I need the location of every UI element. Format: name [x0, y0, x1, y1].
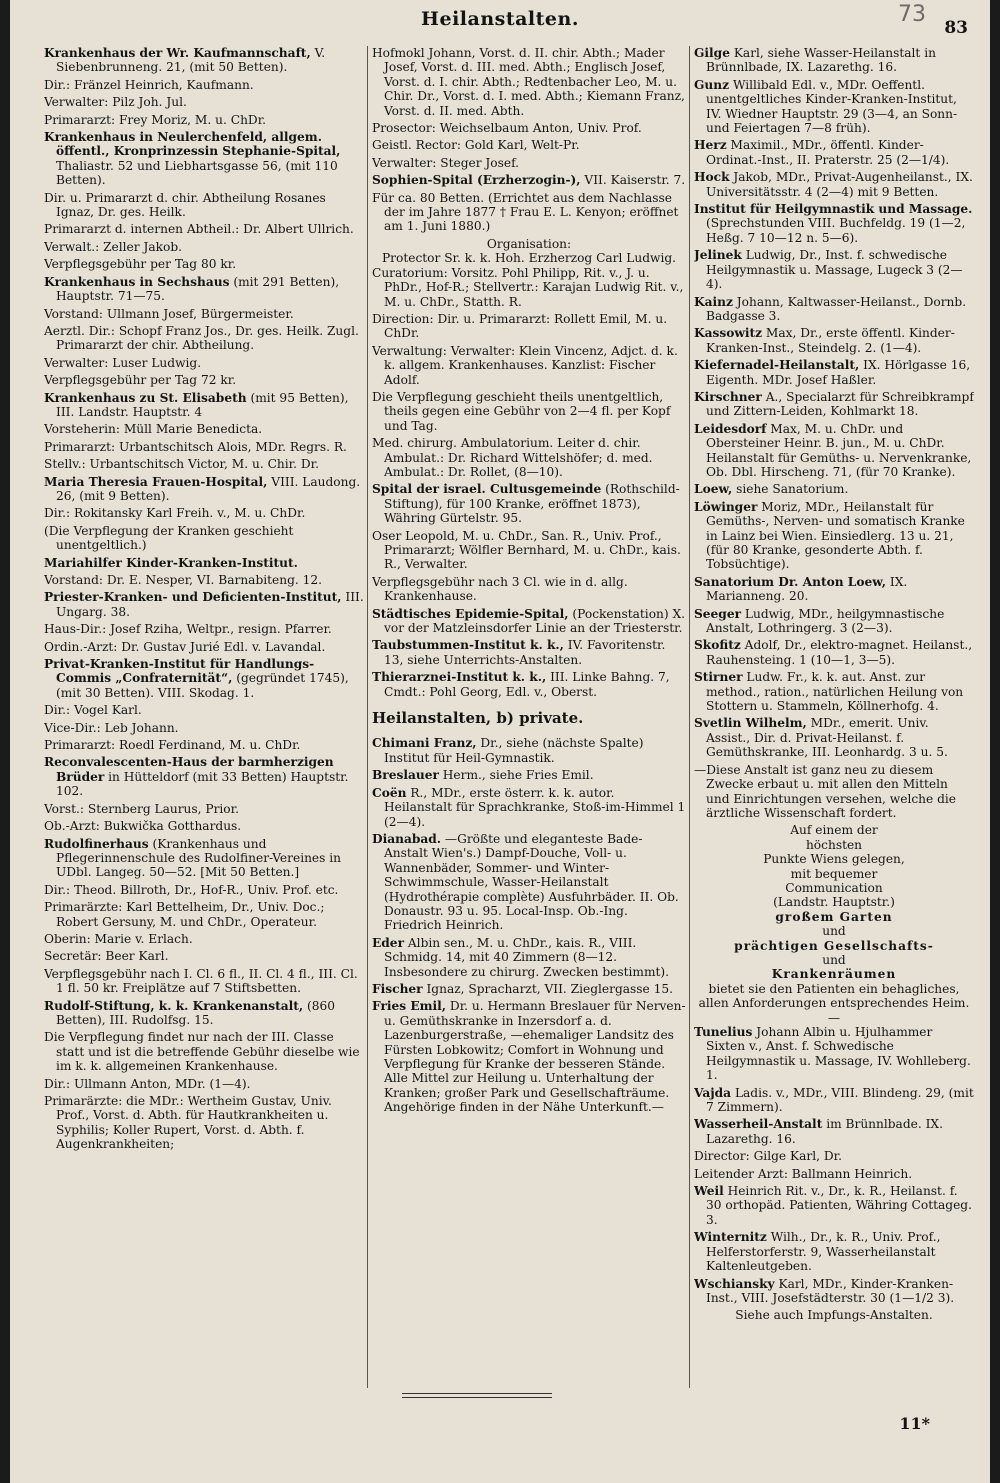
centered-line: [694, 939, 974, 953]
entry-text: Stellv.: Urbantschitsch Victor, M. u. Chir. Dr.: [44, 457, 320, 472]
centered-line: [694, 967, 974, 981]
entry-name: Breslauer: [372, 768, 439, 783]
directory-entry: [44, 590, 364, 619]
entry-text: R., MDr., erste österr. k. k. autor. Heilanstalt für Sprachkranke, Stoß-im-Himmel 1 (2—4).: [384, 785, 686, 829]
entry-text: III. Linke Bahng. 7, Cmdt.: Pohl Georg, Edl. v., Oberst.: [384, 670, 670, 699]
entry-text: Adolf, Dr., elektro-magnet. Heilanst., Rauhensteing. 1 (10—1, 3—5).: [706, 638, 973, 667]
directory-entry: [694, 482, 974, 496]
directory-entry: [694, 202, 974, 245]
directory-entry: [694, 46, 974, 75]
entry-text: Dir. u. Primararzt d. chir. Abtheilung Rosanes Ignaz, Dr. ges. Heilk.: [44, 190, 326, 220]
entry-text: —Diese Anstalt ist ganz neu zu diesem Zwecke erbaut u. mit allen den Mitteln und Einrichtungen versehen, welche die ärztliche Wissenschaft fordert.: [694, 762, 957, 820]
directory-entry: [44, 78, 364, 92]
entry-text: IX. Marianneng. 20.: [706, 574, 908, 604]
directory-entry: [372, 575, 686, 604]
entry-text: Albin sen., M. u. ChDr., kais. R., VIII. Schmidg. 14, mit 40 Zimmern (8—12. Insbesondere zu chirurg. Zwecken bestimmt).: [384, 935, 670, 979]
entry-text: —Größte und eleganteste Bade-Anstalt Wien's.) Dampf-Douche, Voll- u. Wannenbäder, Sommer- und Winter-Schwimmschule, Wasser-Heilanstalt (Hydrothérapie complète) Ausfuhrbäder. II. Ob. Donaustr. 93 u. 95. Local-Insp. Ob.-Ing. Friedrich Heinrich.: [384, 831, 679, 933]
entry-text: Max, Dr., erste öffentl. Kinder-Kranken-Inst., Steindelg. 2. (1—4).: [706, 326, 955, 355]
centered-line: [694, 1308, 974, 1322]
entry-name: Kirschner: [694, 389, 762, 404]
centered-line: [372, 237, 686, 251]
directory-entry: [694, 670, 974, 713]
directory-entry: [694, 138, 974, 167]
directory-entry: [44, 324, 364, 353]
directory-entry: [44, 640, 364, 654]
entry-text: Leitender Arzt: Ballmann Heinrich.: [694, 1166, 913, 1181]
entry-text: Verpflegsgebühr nach I. Cl. 6 fl., II. Cl. 4 fl., III. Cl. 1 fl. 50 kr. Freiplätze auf 7 Stiftsbetten.: [44, 966, 358, 996]
directory-entry: [372, 482, 686, 525]
entry-text: Hofmokl Johann, Vorst. d. II. chir. Abth.; Mader Josef, Vorst. d. III. med. Abth.; Englisch Josef, Vorst. d. I. chir. Abth.; Redtenbacher Leo, M. u. Chir. Dr., Vorst. d. I. med. Abth.; Kiemann Franz, Vorst. d. II. med. Abth.: [372, 46, 685, 118]
centered-line: [694, 982, 974, 1025]
entry-text: Verpflegsgebühr per Tag 72 kr.: [44, 373, 237, 388]
directory-entry: [44, 738, 364, 752]
directory-entry: [44, 275, 364, 304]
directory-entry: [44, 967, 364, 996]
entry-text: Ignaz, Spracharzt, VII. Zieglergasse 15.: [426, 981, 674, 996]
entry-text: Ladis. v., MDr., VIII. Blindeng. 29, (mit 7 Zimmern).: [706, 1085, 974, 1115]
entry-text: Dir.: Theod. Billroth, Dr., Hof-R., Univ. Prof. etc.: [44, 882, 339, 897]
directory-entry: [44, 440, 364, 454]
directory-entry: [44, 837, 364, 880]
page-header-title: Heilanstalten.: [421, 8, 579, 30]
entry-text: Verwalter: Pilz Joh. Jul.: [44, 95, 187, 110]
entry-text: Oser Leopold, M. u. ChDr., San. R., Univ. Prof., Primararzt; Wölfler Bernhard, M. u. ChDr., kais. R., Verwalter.: [372, 528, 681, 572]
entry-text: Dir.: Vogel Karl.: [44, 703, 142, 718]
entry-text: Heinrich Rit. v., Dr., k. R., Heilanst. f. 30 orthopäd. Patienten, Währing Cottageg. 3.: [706, 1184, 972, 1227]
directory-entry: [372, 529, 686, 572]
directory-entry: [694, 716, 974, 759]
directory-entry: [44, 457, 364, 471]
directory-entry: [372, 999, 686, 1114]
entry-text: Herm., siehe Fries Emil.: [442, 768, 594, 783]
centered-line: [694, 924, 974, 938]
directory-entry: [372, 156, 686, 170]
directory-entry: [694, 1086, 974, 1115]
entry-text: Verpflegsgebühr per Tag 80 kr.: [44, 257, 237, 272]
entry-text: MDr., emerit. Univ. Assist., Dir. d. Privat-Heilanst. f. Gemüthskranke, III. Leonhardg. 3 u. 5.: [706, 716, 948, 760]
directory-entry: [372, 768, 686, 782]
entry-text: Med. chirurg. Ambulatorium. Leiter d. chir. Ambulat.: Dr. Richard Wittelshöfer; d. med. Ambulat.: Dr. Rollet, (8—10).: [372, 436, 653, 479]
entry-text: im Brünnlbade. IX. Lazarethg. 16.: [706, 1117, 943, 1146]
entry-text: (860 Betten), III. Rudolfsg. 15.: [56, 998, 336, 1027]
entry-text: (mit 291 Betten), Hauptstr. 71—75.: [56, 274, 340, 304]
centered-line: [694, 953, 974, 967]
entry-text: Verwalter: Steger Josef.: [372, 155, 520, 170]
entry-name: Mariahilfer Kinder-Kranken-Institut.: [44, 555, 298, 570]
centered-line: [694, 838, 974, 852]
directory-entry: [44, 949, 364, 963]
centered-line-text: Punkte Wiens gelegen,: [763, 852, 905, 867]
directory-entry: [44, 932, 364, 946]
directory-entry: [694, 1167, 974, 1181]
directory-entry: [694, 248, 974, 291]
entry-name: Gilge: [694, 46, 730, 60]
centered-line-text: prächtigen Gesellschafts-: [734, 938, 934, 953]
text-column-2: [372, 46, 686, 1386]
directory-entry: [694, 358, 974, 387]
directory-entry: [44, 900, 364, 929]
directory-entry: [694, 422, 974, 480]
entry-name: Winternitz: [694, 1230, 767, 1245]
entry-text: Johann Albin u. Hjulhammer Sixten v., Anst. f. Schwedische Heilgymnastik u. Massage, IV. Wohlleberg. 1.: [706, 1025, 971, 1083]
centered-line-text: höchsten: [805, 837, 863, 852]
directory-entry: [44, 95, 364, 109]
entry-text: Aerztl. Dir.: Schopf Franz Jos., Dr. ges. Heilk. Zugl. Primararzt der chir. Abtheilung.: [44, 323, 359, 353]
entry-text: Ludwig, Dr., Inst. f. schwedische Heilgymnastik u. Massage, Lugeck 3 (2—4).: [706, 248, 963, 292]
entry-text: Ludw. Fr., k. k. aut. Anst. zur method., ration., natürlichen Heilung von Stottern u. Stammeln, Köllnerhofg. 4.: [706, 670, 964, 714]
directory-entry: [372, 173, 686, 187]
entry-text: (Die Verpflegung der Kranken geschieht unentgeltlich.): [44, 523, 294, 553]
directory-entry: [694, 638, 974, 667]
entry-text: Moriz, MDr., Heilanstalt für Gemüths-, Nerven- und somatisch Kranke in Lainz bei Wien. Einsiedlerg. 13 u. 21, (für 80 Kranke, gesonderte Abth. f. Tobsüchtige).: [706, 499, 965, 572]
directory-entry: [372, 191, 686, 234]
directory-entry: [44, 999, 364, 1028]
entry-name: Kainz: [694, 294, 733, 309]
entry-text: Die Verpflegung findet nur nach der III. Classe statt und ist die betreffende Gebühr dieselbe wie im k. k. allgemeinen Krankenhause.: [44, 1030, 360, 1074]
entry-text: Verwalt.: Zeller Jakob.: [44, 239, 183, 254]
entry-text: VII. Kaiserstr. 7.: [584, 173, 686, 188]
entry-text: Secretär: Beer Karl.: [44, 949, 169, 964]
directory-entry: [44, 257, 364, 271]
entry-text: Willibald Edl. v., MDr. Oeffentl. unentgeltliches Kinder-Kranken-Institut, IV. Wiedner Hauptstr. 29 (3—4, an Sonn- und Feiertagen 7—8 früh).: [706, 77, 958, 136]
entry-text: Johann, Kaltwasser-Heilanst., Dornb. Badgasse 3.: [706, 294, 967, 323]
directory-entry: [44, 819, 364, 833]
entry-text: Maximil., MDr., öffentl. Kinder-Ordinat.-Inst., II. Praterstr. 25 (2—1/4).: [706, 138, 950, 167]
entry-text: VIII. Laudong. 26, (mit 9 Betten).: [56, 474, 361, 503]
entry-text: Ludwig, MDr., heilgymnastische Anstalt, Lothringerg. 3 (2—3).: [706, 606, 945, 636]
entry-text: III. Ungarg. 38.: [56, 590, 364, 619]
directory-entry: [372, 138, 686, 152]
entry-text: Dir.: Rokitansky Karl Freih. v., M. u. ChDr.: [44, 506, 306, 521]
entry-name: Svetlin Wilhelm,: [694, 716, 807, 731]
directory-entry: [694, 390, 974, 419]
directory-entry: [694, 1025, 974, 1083]
centered-line-text: Protector Sr. k. k. Hoh. Erzherzog Carl Ludwig.: [381, 251, 677, 266]
centered-line-text: bietet sie den Patienten ein behagliches, allen Anforderungen entsprechendes Heim.—: [698, 981, 970, 1025]
text-column-3: [694, 46, 974, 1386]
centered-line: [694, 895, 974, 909]
entry-name: Krankenhaus in Sechshaus: [44, 274, 230, 289]
entry-name: Reconvalescenten-Haus der barmherzigen Brüder: [44, 755, 334, 784]
centered-line-text: Krankenräumen: [771, 967, 897, 982]
entry-text: Dir.: Ullmann Anton, MDr. (1—4).: [44, 1076, 251, 1091]
entry-name: Stirner: [694, 670, 743, 685]
entry-name: Kassowitz: [694, 326, 763, 341]
entry-name: Dianabad.: [372, 831, 442, 846]
centered-line-text: großem Garten: [775, 909, 893, 924]
directory-entry: [372, 982, 686, 996]
entry-name: Jelinek: [694, 248, 742, 263]
column-divider: [367, 46, 368, 1388]
directory-entry: [372, 832, 686, 933]
entry-text: Karl, siehe Wasser-Heilanstalt in Brünnlbade, IX. Lazarethg. 16.: [706, 46, 936, 75]
entry-name: Wasserheil-Anstalt: [694, 1117, 823, 1132]
entry-text: siehe Sanatorium.: [736, 482, 849, 497]
section-heading: [372, 711, 686, 726]
entry-name: Leidesdorf: [694, 421, 767, 436]
directory-entry: [44, 703, 364, 717]
entry-name: Städtisches Epidemie-Spital,: [372, 606, 569, 621]
entry-text: Wilh., Dr., k. R., Univ. Prof., Helferstorferstr. 9, Wasserheilanstalt Kaltenleutgeben.: [706, 1230, 941, 1274]
directory-entry: [372, 46, 686, 118]
directory-entry: [372, 786, 686, 829]
entry-name: Priester-Kranken- und Deficienten-Institut,: [44, 590, 342, 605]
entry-name: Loew,: [694, 482, 733, 497]
entry-text: Geistl. Rector: Gold Karl, Welt-Pr.: [372, 138, 580, 153]
entry-text: Die Verpflegung geschieht theils unentgeltlich, theils gegen eine Gebühr von 2—4 fl. per Kopf und Tag.: [372, 389, 671, 433]
entry-name: Löwinger: [694, 499, 758, 514]
directory-entry: [44, 1094, 364, 1152]
directory-entry: [694, 1117, 974, 1146]
directory-entry: [372, 344, 686, 387]
entry-text: (gegründet 1745), (mit 30 Betten). VIII. Skodag. 1.: [56, 671, 349, 700]
centered-line: [694, 852, 974, 866]
section-heading-text: Heilanstalten, b) private.: [372, 709, 584, 728]
directory-entry: [44, 373, 364, 387]
entry-text: Direction: Dir. u. Primararzt: Rollett Emil, M. u. ChDr.: [372, 311, 668, 341]
entry-name: Hock: [694, 170, 730, 185]
entry-name: Krankenhaus der Wr. Kaufmannschaft,: [44, 46, 311, 60]
entry-name: Fischer: [372, 981, 423, 996]
entry-text: A., Specialarzt für Schreibkrampf und Zittern-Leiden, Kohlmarkt 18.: [706, 389, 974, 419]
directory-entry: [694, 1277, 974, 1306]
book-page: [10, 0, 990, 1483]
directory-entry: [44, 1030, 364, 1073]
entry-name: Rudolf-Stiftung, k. k. Krankenanstalt,: [44, 998, 304, 1013]
entry-name: Spital der israel. Cultusgemeinde: [372, 482, 602, 497]
directory-entry: [44, 422, 364, 436]
entry-text: Dir.: Fränzel Heinrich, Kaufmann.: [44, 77, 254, 92]
entry-text: in Hütteldorf (mit 33 Betten) Hauptstr. 102.: [56, 769, 349, 799]
directory-entry: [694, 763, 974, 821]
entry-text: Primarärzte: Karl Bettelheim, Dr., Univ. Doc.; Robert Gersuny, M. und ChDr., Operateur.: [44, 900, 325, 929]
directory-entry: [372, 121, 686, 135]
entry-name: Thierarznei-Institut k. k.,: [372, 670, 547, 685]
entry-text: Vorst.: Sternberg Laurus, Prior.: [44, 801, 240, 816]
entry-text: IX. Hörlgasse 16, Eigenth. MDr. Josef Haßler.: [706, 358, 971, 387]
entry-text: Haus-Dir.: Josef Rziha, Weltpr., resign. Pfarrer.: [44, 622, 332, 637]
entry-text: Ob.-Arzt: Bukwička Gotthardus.: [44, 819, 242, 834]
entry-text: Dr. u. Hermann Breslauer für Nerven- u. Gemüthskranke in Inzersdorf a. d. Lazenburgerstraße, —ehemaliger Landsitz des Fürsten Lobkowitz; Comfort in Wohnung und Verpflegung für Kranke der besseren Stände. Alle Mittel zur Heilung u. Unterhaltung der Kranken; großer Park und Gesellschafträume. Angehörige finden in der Nähe Unterkunft.—: [384, 999, 686, 1115]
entry-text: Primararzt: Roedl Ferdinand, M. u. ChDr.: [44, 738, 301, 753]
centered-line-text: mit bequemer: [790, 866, 878, 881]
pencil-annotation: 73: [898, 2, 926, 27]
directory-entry: [44, 113, 364, 127]
directory-entry: [44, 191, 364, 220]
centered-line-text: Organisation:: [486, 236, 572, 251]
entry-name: Krankenhaus in Neulerchenfeld, allgem. öffentl., Kronprinzessin Stephanie-Spital,: [44, 130, 341, 159]
entry-name: Herz: [694, 138, 727, 153]
end-rule: [402, 1393, 552, 1394]
entry-name: Coën: [372, 785, 407, 800]
entry-text: Ordin.-Arzt: Dr. Gustav Jurié Edl. v. Lavandal.: [44, 639, 326, 654]
directory-entry: [44, 307, 364, 321]
directory-entry: [694, 575, 974, 604]
centered-line-text: Communication: [785, 880, 883, 895]
entry-name: Kiefernadel-Heilanstalt,: [694, 358, 860, 373]
entry-name: Weil: [694, 1184, 724, 1199]
centered-line-text: und: [822, 924, 846, 939]
directory-entry: [44, 883, 364, 897]
directory-entry: [44, 46, 364, 75]
centered-line: [694, 881, 974, 895]
centered-line-text: Siehe auch Impfungs-Anstalten.: [735, 1308, 933, 1323]
directory-entry: [44, 1077, 364, 1091]
directory-entry: [694, 1149, 974, 1163]
entry-name: Wschiansky: [694, 1276, 775, 1291]
entry-name: Institut für Heilgymnastik und Massage.: [694, 202, 973, 217]
entry-text: (Sprechstunden VIII. Buchfeldg. 19 (1—2, Heßg. 7 10—12 n. 5—6).: [706, 216, 966, 245]
directory-entry: [44, 755, 364, 798]
directory-entry: [44, 657, 364, 700]
directory-entry: [372, 638, 686, 667]
entry-text: Verwalter: Luser Ludwig.: [44, 355, 202, 370]
centered-line-text: und: [822, 952, 846, 967]
entry-text: Vorstand: Ullmann Josef, Bürgermeister.: [44, 306, 294, 321]
entry-text: Primararzt: Urbantschitsch Alois, MDr. Regrs. R.: [44, 439, 347, 454]
entry-name: Maria Theresia Frauen-Hospital,: [44, 474, 268, 489]
directory-entry: [44, 524, 364, 553]
end-rule: [402, 1397, 552, 1398]
entry-text: (Pockenstation) X. vor der Matzleinsdorfer Linie an der Triesterstr.: [384, 606, 686, 636]
entry-text: Vorsteherin: Müll Marie Benedicta.: [44, 422, 263, 437]
centered-line-text: (Landstr. Hauptstr.): [773, 895, 895, 910]
entry-text: Vorstand: Dr. E. Nesper, VI. Barnabiteng. 12.: [44, 573, 323, 587]
directory-entry: [694, 1230, 974, 1273]
entry-text: IV. Favoritenstr. 13, siehe Unterrichts-Anstalten.: [384, 638, 666, 667]
entry-name: Privat-Kranken-Institut für Handlungs-Commis „Confraternität“,: [44, 657, 315, 686]
directory-entry: [44, 802, 364, 816]
entry-text: Primarärzte: die MDr.: Wertheim Gustav, Univ. Prof., Vorst. d. Abth. für Hautkrankheiten u. Syphilis; Koller Rupert, Vorst. d. Abth. f. Augenkrankheiten;: [44, 1094, 332, 1152]
entry-text: Karl, MDr., Kinder-Kranken-Inst., VIII. Josefstädterstr. 30 (1—1/2 3).: [706, 1276, 955, 1305]
entry-name: Eder: [372, 935, 404, 950]
directory-entry: [44, 356, 364, 370]
directory-entry: [694, 607, 974, 636]
directory-entry: [44, 556, 364, 570]
directory-entry: [44, 475, 364, 504]
directory-entry: [44, 573, 364, 587]
entry-text: Oberin: Marie v. Erlach.: [44, 931, 193, 946]
entry-text: Dr., siehe (nächste Spalte) Institut für Heil-Gymnastik.: [384, 736, 644, 765]
directory-entry: [694, 1184, 974, 1227]
directory-entry: [44, 506, 364, 520]
directory-entry: [372, 607, 686, 636]
directory-entry: [44, 391, 364, 420]
entry-text: Prosector: Weichselbaum Anton, Univ. Prof.: [372, 121, 642, 136]
entry-name: Tunelius: [694, 1025, 753, 1039]
directory-entry: [372, 312, 686, 341]
column-divider: [689, 46, 690, 1388]
signature-mark: 11*: [899, 1414, 930, 1433]
entry-text: Vice-Dir.: Leb Johann.: [44, 720, 179, 735]
entry-text: (mit 95 Betten), III. Landstr. Hauptstr. 4: [56, 390, 349, 419]
entry-name: Gunz: [694, 77, 730, 92]
centered-line: [694, 823, 974, 837]
entry-text: Primararzt: Frey Moriz, M. u. ChDr.: [44, 112, 267, 127]
entry-text: Für ca. 80 Betten. (Errichtet aus dem Nachlasse der im Jahre 1877 † Frau E. L. Kenyon; eröffnet am 1. Juni 1880.): [372, 190, 679, 234]
entry-name: Fries Emil,: [372, 999, 447, 1014]
entry-name: Chimani Franz,: [372, 736, 477, 751]
directory-entry: [372, 936, 686, 979]
directory-entry: [372, 390, 686, 433]
directory-entry: [372, 670, 686, 699]
directory-entry: [44, 622, 364, 636]
entry-name: Taubstummen-Institut k. k.,: [372, 638, 564, 653]
directory-entry: [372, 266, 686, 309]
directory-entry: [694, 170, 974, 199]
directory-entry: [44, 130, 364, 188]
entry-name: Krankenhaus zu St. Elisabeth: [44, 390, 247, 405]
directory-entry: [694, 78, 974, 136]
text-column-1: [44, 46, 364, 1386]
entry-text: Verpflegsgebühr nach 3 Cl. wie in d. allg. Krankenhause.: [372, 574, 628, 604]
entry-text: Curatorium: Vorsitz. Pohl Philipp, Rit. v., J. u. PhDr., Hof-R.; Stellvertr.: Karajan Ludwig Rit. v., M. u. ChDr., Statth. R.: [372, 265, 684, 309]
entry-name: Seeger: [694, 606, 742, 621]
centered-line-text: Auf einem der: [790, 823, 878, 838]
entry-name: Rudolfinerhaus: [44, 836, 149, 851]
directory-entry: [44, 721, 364, 735]
centered-line: [372, 251, 686, 265]
entry-text: (Krankenhaus und Pflegerinnenschule des Rudolfiner-Vereines in UDbl. Langeg. 50—52. [Mit 50 Betten.]: [56, 836, 342, 880]
centered-line: [694, 910, 974, 924]
entry-name: Skofitz: [694, 638, 741, 653]
entry-text: Director: Gilge Karl, Dr.: [694, 1149, 842, 1164]
directory-entry: [694, 326, 974, 355]
entry-name: Sanatorium Dr. Anton Loew,: [694, 574, 886, 589]
entry-text: Jakob, MDr., Privat-Augenheilanst., IX. Universitätsstr. 4 (2—4) mit 9 Betten.: [706, 170, 973, 199]
entry-text: Primararzt d. internen Abtheil.: Dr. Albert Ullrich.: [44, 222, 354, 237]
entry-text: V. Siebenbrunneng. 21, (mit 50 Betten).: [56, 46, 326, 75]
entry-text: Verwaltung: Verwalter: Klein Vincenz, Adjct. d. k. k. allgem. Krankenhauses. Kanzlist: Fischer Adolf.: [372, 343, 678, 387]
entry-text: Max, M. u. ChDr. und Obersteiner Heinr. B. jun., M. u. ChDr. Heilanstalt für Gemüths- u. Nervenkranke, Ob. Dbl. Hirscheng. 71, (für 70 Kranke).: [706, 421, 972, 479]
directory-entry: [44, 222, 364, 236]
directory-entry: [372, 436, 686, 479]
entry-name: Vajda: [694, 1085, 732, 1100]
directory-entry: [372, 736, 686, 765]
entry-text: (Rothschild-Stiftung), für 100 Kranke, eröffnet 1873), Währing Gürtelstr. 95.: [384, 482, 680, 526]
directory-entry: [44, 240, 364, 254]
directory-entry: [694, 500, 974, 572]
directory-entry: [694, 295, 974, 324]
entry-name: Sophien-Spital (Erzherzogin-),: [372, 173, 581, 188]
centered-line: [694, 867, 974, 881]
entry-text: Thaliastr. 52 und Liebhartsgasse 56, (mit 110 Betten).: [56, 158, 338, 188]
page-number: 83: [944, 18, 968, 38]
